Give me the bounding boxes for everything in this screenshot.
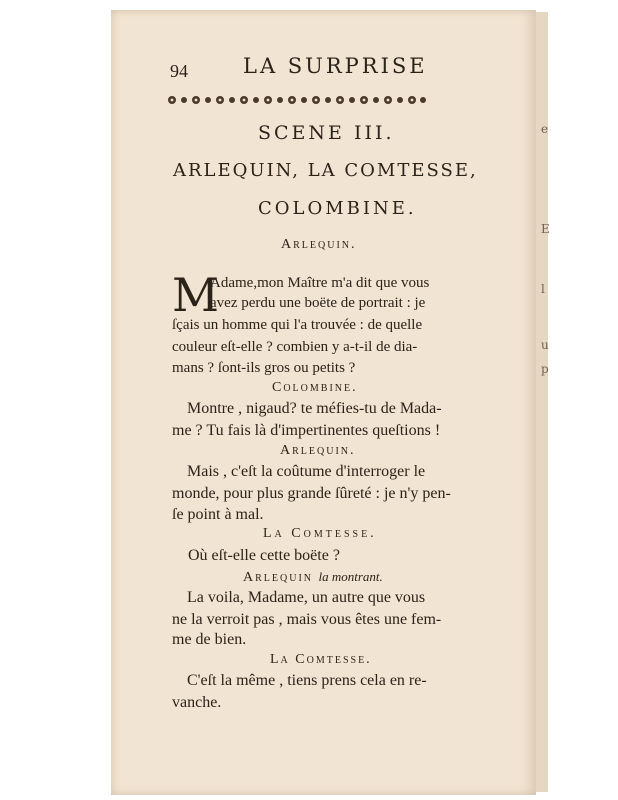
running-head: LA SURPRISE xyxy=(243,54,428,78)
dialogue-line: Montre , nigaud? te méfies-tu de Mada- xyxy=(187,400,442,417)
margin-mark: e xyxy=(541,122,549,136)
speaker-name: La Comtesse. xyxy=(263,526,377,541)
dialogue-line: ne la verroit pas , mais vous êtes une fem- xyxy=(172,611,442,628)
speaker-name: Arlequin xyxy=(243,570,313,585)
scene-heading: SCENE III. xyxy=(258,122,395,144)
dialogue-line: C'eſt la même , tiens prens cela en re- xyxy=(187,672,427,689)
dialogue-line: ſçais un homme qui l'a trouvée : de quelle xyxy=(172,317,423,333)
dialogue-line: ſe point à mal. xyxy=(172,506,264,523)
dialogue-line: couleur eſt-elle ? combien y a-t-il de dia- xyxy=(172,339,418,355)
dialogue-line: Où eſt-elle cette boëte ? xyxy=(188,547,340,564)
stage-direction: la montrant. xyxy=(318,569,383,584)
characters-line-2: COLOMBINE. xyxy=(258,198,417,219)
dialogue-line: Mais , c'eſt la coûtume d'interroger le xyxy=(187,463,426,480)
speaker-with-direction xyxy=(243,570,383,585)
dialogue-line: Adame,mon Maître m'a dit que vous xyxy=(210,275,430,291)
dialogue-line: La voila, Madame, un autre que vous xyxy=(187,589,426,606)
page-number: 94 xyxy=(170,61,188,81)
speaker-name: Colombine. xyxy=(272,380,358,395)
speaker-name: La Comtesse. xyxy=(270,652,372,667)
margin-mark: l xyxy=(541,282,545,296)
speaker-name: Arlequin. xyxy=(281,237,357,252)
margin-mark: p xyxy=(541,362,549,376)
margin-mark: u xyxy=(541,338,549,352)
speaker-name: Arlequin. xyxy=(280,443,356,458)
margin-mark: E xyxy=(541,222,550,236)
dialogue-line: me ? Tu fais là d'impertinentes queſtions ! xyxy=(172,422,441,439)
dialogue-line: vanche. xyxy=(172,694,222,711)
dialogue-line: me de bien. xyxy=(172,631,247,648)
fleuron-ornament-band xyxy=(166,93,428,107)
characters-line-1: ARLEQUIN, LA COMTESSE, xyxy=(173,160,478,181)
dialogue-line: monde, pour plus grande ſûreté : je n'y pen- xyxy=(172,485,451,502)
dialogue-line: avez perdu une boëte de portrait : je xyxy=(210,295,426,311)
dialogue-line: mans ? ſont-ils gros ou petits ? xyxy=(172,360,356,376)
drop-cap: M xyxy=(172,268,220,322)
